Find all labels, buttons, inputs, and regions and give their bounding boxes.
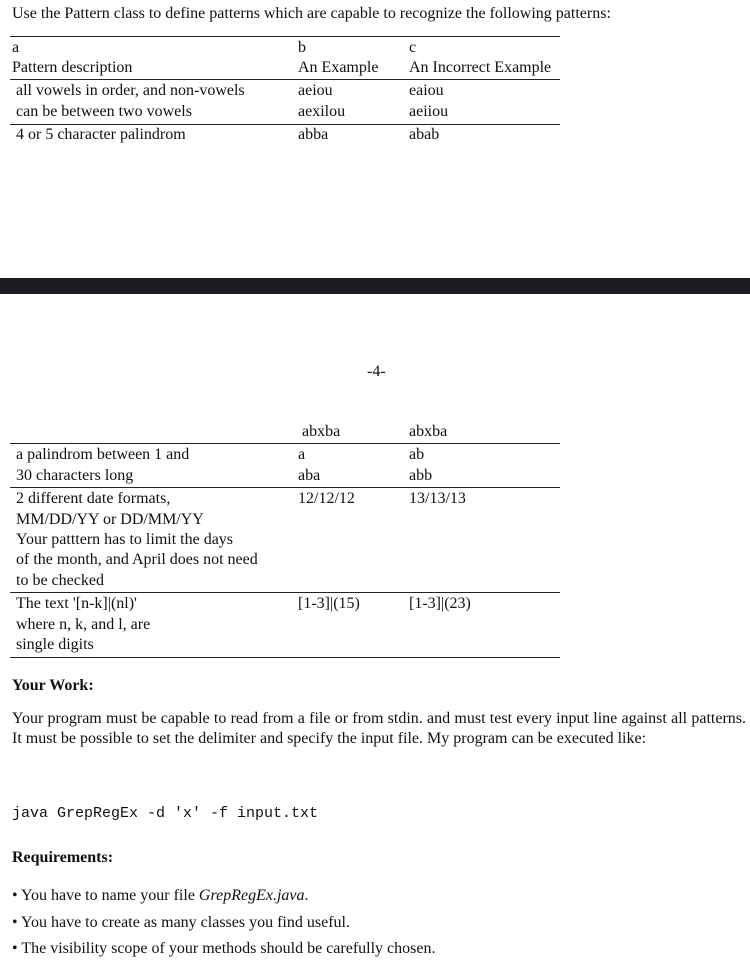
row-incorrect: abb bbox=[409, 467, 433, 484]
table-rule bbox=[10, 657, 560, 658]
row-description: to be checked bbox=[16, 572, 104, 589]
row-description: Your patttern has to limit the days bbox=[16, 531, 234, 548]
requirements-heading: Requirements: bbox=[12, 849, 114, 866]
page-break-band bbox=[0, 278, 750, 294]
header-example: An Example bbox=[298, 59, 379, 76]
requirement-text: The visibility scope of your methods should be carefully chosen. bbox=[21, 940, 436, 957]
row-example: aexilou bbox=[298, 103, 346, 120]
requirement-text: You have to name your file bbox=[21, 887, 199, 904]
intro-text: Use the Pattern class to define patterns which are capable to recognize the following patterns: bbox=[12, 5, 611, 22]
continued-example: abxba bbox=[302, 423, 341, 440]
row-example: aba bbox=[298, 467, 321, 484]
table-rule bbox=[10, 36, 560, 37]
requirement-filename: GrepRegEx.java bbox=[198, 887, 305, 904]
row-description: 2 different date formats, bbox=[16, 490, 171, 507]
col-letter-a: a bbox=[12, 39, 20, 56]
page-number: -4- bbox=[367, 363, 386, 380]
list-item bbox=[12, 913, 350, 933]
table-rule bbox=[10, 79, 560, 80]
bullet-icon: • bbox=[12, 887, 18, 904]
col-letter-c: c bbox=[409, 39, 417, 56]
row-example: abba bbox=[298, 126, 329, 143]
row-description: single digits bbox=[16, 636, 94, 653]
requirement-tail: . bbox=[304, 887, 309, 904]
bullet-icon: • bbox=[12, 914, 18, 931]
row-incorrect: [1-3]|(23) bbox=[409, 595, 471, 612]
row-description: of the month, and April does not need bbox=[16, 551, 258, 568]
header-incorrect-example: An Incorrect Example bbox=[409, 59, 552, 76]
requirement-text: You have to create as many classes you find useful. bbox=[21, 914, 350, 931]
table-rule bbox=[10, 487, 560, 488]
row-incorrect: abab bbox=[409, 126, 440, 143]
header-description: Pattern description bbox=[12, 59, 133, 76]
row-incorrect: aeiiou bbox=[409, 103, 449, 120]
row-incorrect: eaiou bbox=[409, 82, 444, 99]
command-example: java GrepRegEx -d 'x' -f input.txt bbox=[12, 805, 319, 822]
row-description: all vowels in order, and non-vowels bbox=[16, 82, 245, 99]
row-example: aeiou bbox=[298, 82, 333, 99]
row-example: 12/12/12 bbox=[298, 490, 355, 507]
row-description: where n, k, and l, are bbox=[16, 616, 151, 633]
row-description: a palindrom between 1 and bbox=[16, 446, 190, 463]
bullet-icon: • bbox=[12, 940, 18, 957]
row-description: can be between two vowels bbox=[16, 103, 192, 120]
row-description: The text '[n-k]|(nl)' bbox=[16, 595, 137, 612]
row-incorrect: 13/13/13 bbox=[409, 490, 466, 507]
row-example: [1-3]|(15) bbox=[298, 595, 360, 612]
your-work-heading: Your Work: bbox=[12, 677, 94, 694]
your-work-paragraph: Your program must be capable to read from a file or from stdin. and must test every input line against all patterns. It must be possible to set the delimiter and specify the input file. My program can be executed like: bbox=[12, 710, 746, 747]
col-letter-b: b bbox=[298, 39, 306, 56]
continued-incorrect: abxba bbox=[409, 423, 448, 440]
list-item bbox=[12, 939, 435, 959]
row-incorrect: ab bbox=[409, 446, 425, 463]
row-description: 30 characters long bbox=[16, 467, 134, 484]
row-description: 4 or 5 character palindrom bbox=[16, 126, 186, 143]
row-description: MM/DD/YY or DD/MM/YY bbox=[16, 511, 204, 528]
row-example: a bbox=[298, 446, 306, 463]
table-rule bbox=[10, 443, 560, 444]
list-item bbox=[12, 886, 309, 906]
table-rule bbox=[10, 592, 560, 593]
